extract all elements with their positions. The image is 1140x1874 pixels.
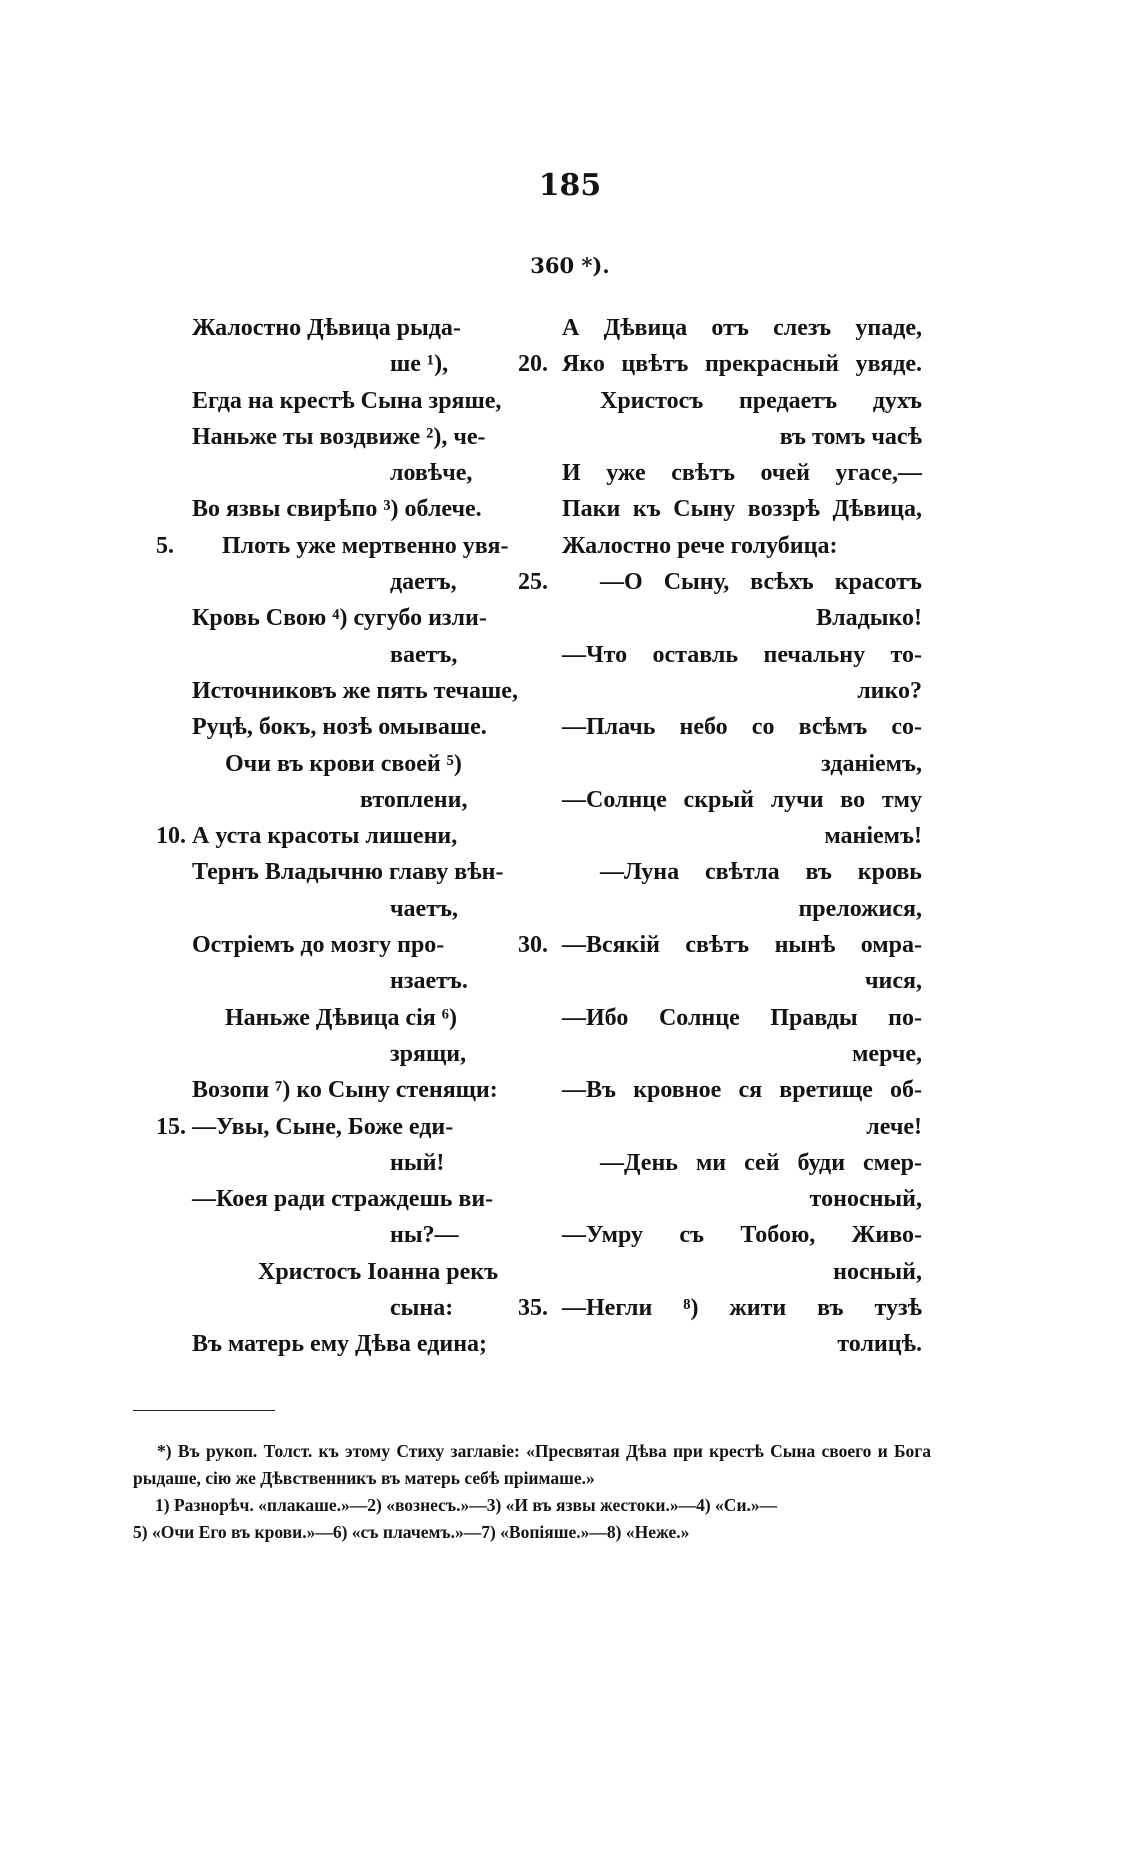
line-text: носный,	[833, 1258, 922, 1285]
line-text: —Коея ради страждешь ви-	[192, 1186, 494, 1213]
poem-line	[518, 1217, 922, 1253]
line-text: —Негли ⁸) жити въ тузѣ	[562, 1295, 922, 1322]
line-text: —Что оставль печальну то-	[562, 641, 922, 668]
line-text: —День ми сей буди смер-	[600, 1149, 922, 1176]
poem-line	[140, 818, 530, 854]
poem-line	[518, 1290, 922, 1326]
poem-line	[518, 1326, 922, 1362]
poem-line	[518, 1145, 922, 1181]
poem-line	[518, 1254, 922, 1290]
line-text: ловѣче,	[390, 460, 473, 487]
poem-line	[140, 455, 530, 491]
poem-line	[140, 1254, 530, 1290]
poem-line	[518, 891, 922, 927]
line-text: —Плачь небо со всѣмъ со-	[562, 714, 922, 741]
line-text: Возопи ⁷) ко Сыну стенящи:	[192, 1077, 498, 1104]
line-text: ны?—	[390, 1222, 459, 1249]
poem-line	[518, 455, 922, 491]
poem-line	[518, 564, 922, 600]
line-text: Наньже ты воздвиже ²), че-	[192, 423, 486, 450]
poem-line	[518, 1000, 922, 1036]
line-number: 20.	[518, 351, 548, 378]
line-text: —Въ кровное ся вретище об-	[562, 1077, 922, 1104]
poem-line	[140, 564, 530, 600]
poem-line	[518, 818, 922, 854]
line-text: Во язвы свирѣпо ³) облече.	[192, 496, 482, 523]
line-text: тоносный,	[809, 1186, 922, 1213]
line-text: Наньже Дѣвица сія ⁶)	[225, 1004, 457, 1031]
poem-line	[140, 383, 530, 419]
line-text: —О Сыну, всѣхъ красотъ	[600, 569, 922, 596]
poem-line	[140, 782, 530, 818]
line-number: 5.	[156, 532, 174, 559]
poem-line	[140, 1145, 530, 1181]
line-text: маніемъ!	[824, 823, 922, 850]
poem-line	[518, 310, 922, 346]
line-text: Очи въ крови своей ⁵)	[225, 750, 462, 777]
line-text: втоплени,	[360, 786, 468, 813]
left-column	[140, 310, 530, 1363]
line-text: ный!	[390, 1149, 445, 1176]
poem-line	[140, 1326, 530, 1362]
footnotes	[133, 1438, 931, 1546]
poem-line	[518, 746, 922, 782]
line-text: ше ¹),	[390, 351, 449, 378]
line-text: Христосъ Іоанна рекъ	[258, 1258, 499, 1285]
poem-line	[140, 963, 530, 999]
footnote-rule	[133, 1410, 275, 1411]
poem-line	[518, 673, 922, 709]
poem-line	[140, 1181, 530, 1217]
poem-title: 360 *).	[530, 253, 610, 278]
line-text: лече!	[866, 1113, 922, 1140]
footnote-star: *) Въ рукоп. Толст. къ этому Стиху заглавіе: «Пресвятая Дѣва при крестѣ Сына своего и Бога рыдаше, сію же Дѣвственникъ въ матерь себѣ пріимаше.»	[133, 1441, 931, 1488]
poem-line	[518, 927, 922, 963]
line-text: ваетъ,	[390, 641, 458, 668]
line-text: толицѣ.	[837, 1331, 922, 1358]
line-text: сына:	[390, 1295, 454, 1322]
footnote-variants-line-1: 1) Разнорѣч. «плакаше.»—2) «вознесъ.»—3) «И въ язвы жестоки.»—4) «Си.»—	[155, 1495, 778, 1515]
poem-line	[140, 419, 530, 455]
poem-line	[140, 709, 530, 745]
poem-line	[140, 1217, 530, 1253]
line-text: Жалостно рече голубица:	[562, 532, 838, 559]
poem-line	[140, 491, 530, 527]
poem-line	[518, 528, 922, 564]
line-text: зданіемъ,	[821, 750, 922, 777]
poem-line	[140, 673, 530, 709]
line-text: въ томъ часѣ	[779, 423, 922, 450]
line-text: нзаетъ.	[390, 968, 468, 995]
line-text: даетъ,	[390, 569, 457, 596]
poem-line	[140, 528, 530, 564]
line-text: —Луна свѣтла въ кровь	[600, 859, 922, 886]
line-text: Остріемъ до мозгу про-	[192, 932, 445, 959]
line-text: —Всякій свѣтъ нынѣ омра-	[562, 932, 922, 959]
poem-line	[518, 854, 922, 890]
line-text: Источниковъ же пять течаше,	[192, 677, 518, 704]
poem-line	[518, 1036, 922, 1072]
line-text: чаетъ,	[390, 895, 458, 922]
line-text: лико?	[857, 677, 922, 704]
poem-line	[518, 963, 922, 999]
line-text: И уже свѣтъ очей угасе,—	[562, 460, 922, 487]
line-number: 35.	[518, 1295, 548, 1322]
poem-line	[518, 1072, 922, 1108]
poem-line	[140, 1290, 530, 1326]
poem-line	[518, 346, 922, 382]
line-text: А Дѣвица отъ слезъ упаде,	[562, 315, 922, 341]
line-text: мерче,	[852, 1040, 922, 1067]
poem-line	[140, 746, 530, 782]
line-number: 25.	[518, 569, 548, 596]
line-text: Тернъ Владычню главу вѣн-	[192, 859, 504, 886]
poem-line	[518, 600, 922, 636]
line-number: 10.	[156, 823, 186, 850]
line-text: —Увы, Сыне, Боже еди-	[192, 1113, 454, 1140]
line-text: —Ибо Солнце Правды по-	[562, 1004, 922, 1031]
poem-line	[140, 637, 530, 673]
right-column	[518, 310, 922, 1363]
poem-line	[140, 310, 530, 346]
line-text: Руцѣ, бокъ, нозѣ омываше.	[192, 714, 487, 741]
line-text: —Умру съ Тобою, Живо-	[562, 1222, 922, 1249]
poem-line	[140, 854, 530, 890]
line-text: Христосъ предаетъ духъ	[600, 387, 922, 414]
footnote-variants-line-2: 5) «Очи Его въ крови.»—6) «съ плачемъ.»—7) «Вопіяше.»—8) «Неже.»	[133, 1522, 690, 1542]
page-number: 185	[538, 168, 602, 203]
line-text: Кровь Свою ⁴) сугубо изли-	[192, 605, 487, 632]
poem-line	[518, 491, 922, 527]
poem-line	[140, 891, 530, 927]
line-text: Яко цвѣтъ прекрасный увяде.	[562, 351, 922, 378]
line-text: Егда на крестѣ Сына зряше,	[192, 387, 502, 414]
poem-line	[518, 383, 922, 419]
line-text: зрящи,	[390, 1040, 467, 1067]
poem-line	[140, 600, 530, 636]
line-text: Владыко!	[816, 605, 922, 632]
poem-line	[518, 1181, 922, 1217]
poem-line	[140, 1109, 530, 1145]
line-text: Въ матерь ему Дѣва едина;	[192, 1331, 488, 1358]
line-number: 15.	[156, 1113, 186, 1140]
line-text: преложися,	[798, 895, 922, 922]
line-text: —Солнце скрый лучи во тму	[562, 786, 922, 813]
line-text: Паки къ Сыну воззрѣ Дѣвица,	[562, 496, 922, 523]
line-text: А уста красоты лишени,	[192, 823, 458, 850]
line-number: 30.	[518, 932, 548, 959]
poem-line	[140, 1000, 530, 1036]
poem-line	[140, 1072, 530, 1108]
poem-line	[518, 419, 922, 455]
poem-line	[518, 637, 922, 673]
poem-line	[518, 782, 922, 818]
poem-line	[140, 1036, 530, 1072]
line-text: чися,	[865, 968, 922, 995]
line-text: Плоть уже мертвенно увя-	[222, 532, 509, 559]
poem-line	[140, 346, 530, 382]
poem-line	[518, 709, 922, 745]
poem-line	[140, 927, 530, 963]
poem-line	[518, 1109, 922, 1145]
line-text: Жалостно Дѣвица рыда-	[192, 315, 461, 341]
